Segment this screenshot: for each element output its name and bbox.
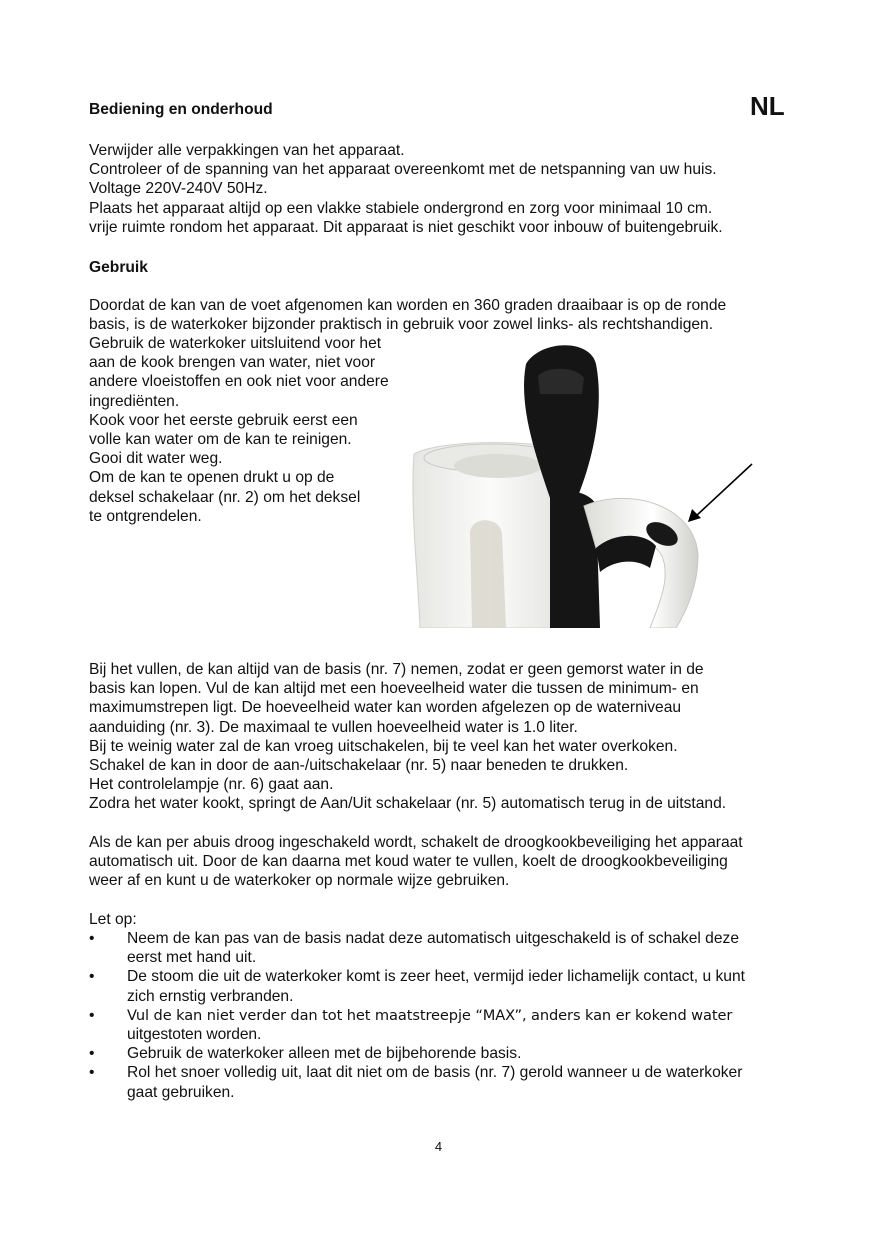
- language-code: NL: [750, 91, 785, 121]
- text-line: weer af en kunt u de waterkoker op normale wijze gebruiken.: [89, 872, 510, 890]
- lid-hinge: [538, 369, 584, 394]
- gebruik-intro: [89, 296, 799, 334]
- text-line: aanduiding (nr. 3). De maximaal te vullen hoeveelheid water is 1.0 liter.: [89, 718, 578, 736]
- bullet-line: Vul de kan niet verder dan tot het maatstreepje “MAX”, anders kan er kokend water: [127, 1006, 733, 1024]
- text-line: Om de kan te openen drukt u op de: [89, 469, 335, 487]
- text-line: Gooi dit water weg.: [89, 450, 223, 468]
- text-line: automatisch uit. Door de kan daarna met koud water te vullen, koelt de droogkookbeveiliging: [89, 853, 728, 871]
- text-line: Kook voor het eerste gebruik eerst een: [89, 411, 358, 429]
- text-line: Bij te weinig water zal de kan vroeg uitschakelen, bij te veel kan het water overkoken.: [89, 737, 678, 755]
- bullet-line: Rol het snoer volledig uit, laat dit niet om de basis (nr. 7) gerold wanneer u de waterkoker: [127, 1064, 743, 1082]
- text-line: Verwijder alle verpakkingen van het apparaat.: [89, 142, 405, 159]
- page-number: 4: [434, 1139, 443, 1154]
- bullet-marker: •: [89, 930, 95, 947]
- bullet-line: De stoom die uit de waterkoker komt is zeer heet, vermijd ieder lichamelijk contact, u kunt: [127, 968, 745, 986]
- pointer-arrow-head: [688, 509, 701, 522]
- bullet-line: uitgestoten worden.: [127, 1026, 262, 1044]
- text-line: Als de kan per abuis droog ingeschakeld wordt, schakelt de droogkookbeveiliging het apparaat: [89, 834, 743, 851]
- list-item: [89, 929, 799, 967]
- bullet-marker: •: [89, 1006, 95, 1024]
- text-line: basis kan lopen. Vul de kan altijd met een hoeveelheid water die tussen de minimum- en: [89, 680, 699, 698]
- text-line: Schakel de kan in door de aan-/uitschakelaar (nr. 5) naar beneden te drukken.: [89, 757, 629, 775]
- text-line: Controleer of de spanning van het apparaat overeenkomt met de netspanning van uw huis.: [89, 161, 717, 179]
- list-item: [89, 1006, 799, 1044]
- filling-paragraph: [89, 660, 799, 814]
- list-item: [89, 1063, 799, 1101]
- bullet-line: zich ernstig verbranden.: [127, 987, 294, 1005]
- dry-boil-paragraph: [89, 833, 799, 891]
- text-line: deksel schakelaar (nr. 2) om het deksel: [89, 488, 361, 506]
- bullet-marker: •: [89, 1064, 95, 1082]
- section-title: Bediening en onderhoud: [89, 101, 273, 118]
- kettle-illustration: [400, 336, 760, 628]
- gebruik-heading: Gebruik: [89, 259, 148, 276]
- text-line: aan de kook brengen van water, niet voor: [89, 354, 376, 372]
- text-line: volle kan water om de kan te reinigen.: [89, 431, 352, 449]
- gebruik-instructions: [89, 334, 409, 526]
- text-line: basis, is de waterkoker bijzonder praktisch in gebruik voor zowel links- als rechtshandigen.: [89, 316, 714, 334]
- text-line: Gebruik de waterkoker uitsluitend voor het: [89, 335, 382, 352]
- list-item: [89, 967, 799, 1005]
- text-line: Doordat de kan van de voet afgenomen kan worden en 360 graden draaibaar is op de ronde: [89, 297, 727, 314]
- text-line: ingrediënten.: [89, 392, 180, 410]
- text-line: maximumstrepen ligt. De hoeveelheid water kan worden afgelezen op de waterniveau: [89, 699, 682, 717]
- text-line: Plaats het apparaat altijd op een vlakke stabiele ondergrond en zorg voor minimaal 10 cm.: [89, 199, 713, 217]
- text-line: Bij het vullen, de kan altijd van de basis (nr. 7) nemen, zodat er geen gemorst water in de: [89, 661, 704, 678]
- bullet-line: Neem de kan pas van de basis nadat deze automatisch uitgeschakeld is of schakel deze: [127, 930, 739, 947]
- bullet-line: gaat gebruiken.: [127, 1083, 235, 1101]
- warnings-heading: Let op:: [89, 911, 137, 928]
- bullet-line: eerst met hand uit.: [127, 949, 257, 967]
- text-line: te ontgrendelen.: [89, 507, 202, 525]
- list-item: [89, 1044, 799, 1063]
- bullet-marker: •: [89, 1045, 95, 1063]
- text-line: andere vloeistoffen en ook niet voor andere: [89, 373, 389, 391]
- kettle-inner: [454, 454, 542, 478]
- intro-paragraph: [89, 141, 799, 237]
- bullet-line: Gebruik de waterkoker alleen met de bijbehorende basis.: [127, 1045, 522, 1063]
- text-line: Zodra het water kookt, springt de Aan/Uit schakelaar (nr. 5) automatisch terug in de uitstand.: [89, 795, 727, 813]
- bullet-marker: •: [89, 968, 95, 986]
- water-window: [470, 520, 506, 628]
- warnings-list: [89, 929, 799, 1102]
- text-line: Het controlelampje (nr. 6) gaat aan.: [89, 776, 334, 794]
- pointer-arrow-line: [696, 464, 752, 516]
- text-line: vrije ruimte rondom het apparaat. Dit apparaat is niet geschikt voor inbouw of buitengebruik.: [89, 218, 723, 236]
- text-line: Voltage 220V-240V 50Hz.: [89, 180, 268, 198]
